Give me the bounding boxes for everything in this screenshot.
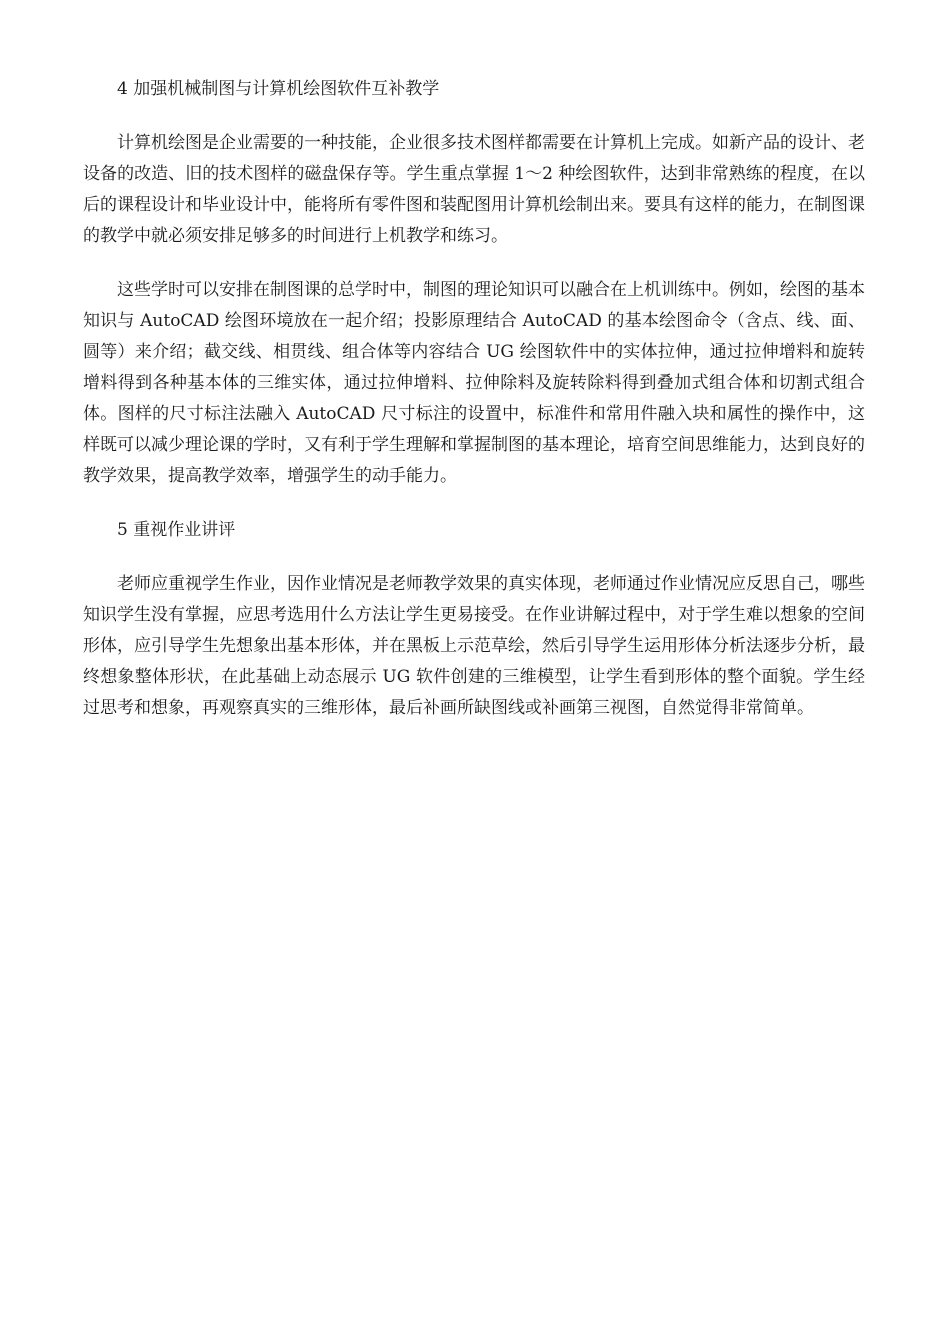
paragraph-class-hours-integration: 这些学时可以安排在制图课的总学时中，制图的理论知识可以融合在上机训练中。例如，绘图的基本知识与 AutoCAD 绘图环境放在一起介绍；投影原理结合 AutoCAD 的基本绘图命令（含点、线、面、圆等）来介绍；截交线、相贯线、组合体等内容结合 UG 绘图软件中的实体拉伸，通过拉伸增料和旋转增料得到各种基本体的三维实体，通过拉伸增料、拉伸除料及旋转除料得到叠加式组合体和切割式组合体。图样的尺寸标注法融入 AutoCAD 尺寸标注的设置中，标准件和常用件融入块和属性的操作中，这样既可以减少理论课的学时，又有利于学生理解和掌握制图的基本理论，培育空间思维能力，达到良好的教学效果，提高教学效率，增强学生的动手能力。 bbox=[83, 280, 865, 486]
section-heading-5: 5 重视作业讲评 bbox=[117, 520, 236, 540]
section-heading-4: 4 加强机械制图与计算机绘图软件互补教学 bbox=[117, 79, 440, 99]
paragraph-homework-review: 老师应重视学生作业，因作业情况是老师教学效果的真实体现，老师通过作业情况应反思自己，哪些知识学生没有掌握，应思考选用什么方法让学生更易接受。在作业讲解过程中，对于学生难以想象的空间形体，应引导学生先想象出基本形体，并在黑板上示范草绘，然后引导学生运用形体分析法逐步分析，最终想象整体形状，在此基础上动态展示 UG 软件创建的三维模型，让学生看到形体的整个面貌。学生经过思考和想象，再观察真实的三维形体，最后补画所缺图线或补画第三视图，自然觉得非常简单。 bbox=[83, 574, 865, 718]
paragraph-computer-drawing-skill: 计算机绘图是企业需要的一种技能，企业很多技术图样都需要在计算机上完成。如新产品的设计、老设备的改造、旧的技术图样的磁盘保存等。学生重点掌握 1～2 种绘图软件，达到非常熟练的程度，在以后的课程设计和毕业设计中，能将所有零件图和装配图用计算机绘制出来。要具有这样的能力，在制图课的教学中就必须安排足够多的时间进行上机教学和练习。 bbox=[83, 133, 865, 246]
document-body bbox=[83, 74, 865, 747]
